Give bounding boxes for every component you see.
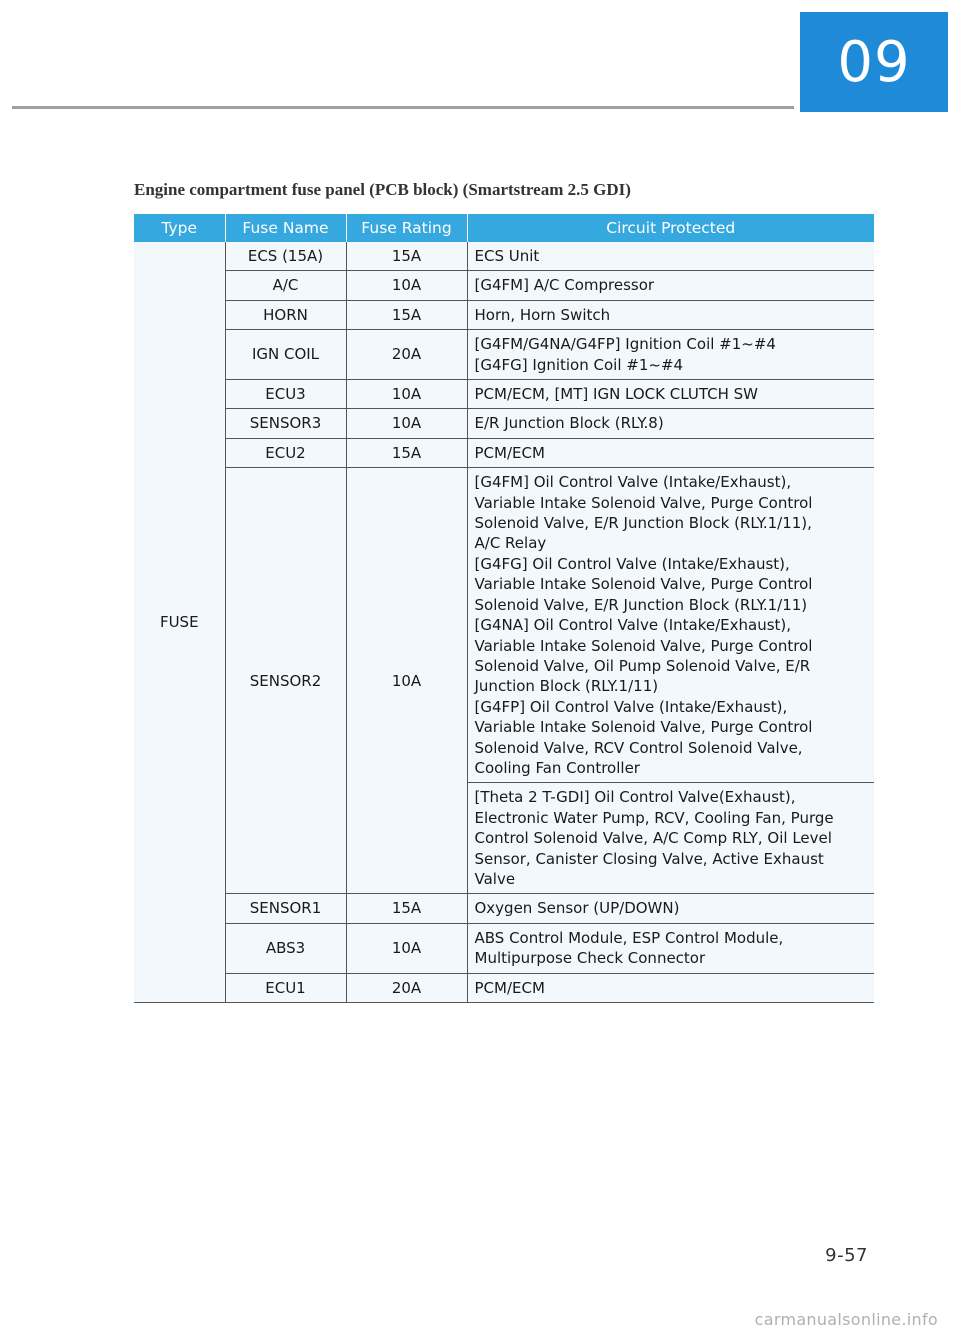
- circuit-line: Valve: [474, 869, 516, 888]
- circuit-line: Control Solenoid Valve, A/C Comp RLY, Oil Level: [474, 829, 832, 848]
- circuit-line: Cooling Fan Controller: [474, 758, 640, 777]
- circuit-protected-cell: [467, 894, 874, 923]
- fuse-name-cell: ECU3: [225, 380, 346, 409]
- circuit-line: Horn, Horn Switch: [474, 305, 611, 324]
- table-row: [134, 438, 874, 467]
- circuit-protected-cell: [467, 409, 874, 438]
- circuit-line: Sensor, Canister Closing Valve, Active Exhaust: [474, 849, 824, 868]
- fuse-rating-cell: 15A: [346, 438, 467, 467]
- circuit-line: PCM/ECM, [MT] IGN LOCK CLUTCH SW: [474, 385, 758, 404]
- circuit-line: [G4FG] Oil Control Valve (Intake/Exhaust),: [474, 554, 790, 573]
- column-header-type: Type: [134, 214, 225, 242]
- table-row: [134, 973, 874, 1002]
- circuit-protected-cell: [467, 300, 874, 329]
- circuit-protected-cell: [467, 438, 874, 467]
- table-row: [134, 330, 874, 380]
- fuse-rating-cell: 15A: [346, 242, 467, 271]
- fuse-name-cell: ECS (15A): [225, 242, 346, 271]
- fuse-rating-cell: 10A: [346, 409, 467, 438]
- fuse-name-cell: HORN: [225, 300, 346, 329]
- circuit-line: Variable Intake Solenoid Valve, Purge Control: [474, 636, 813, 655]
- circuit-line: A/C Relay: [474, 534, 547, 553]
- circuit-protected-cell: [467, 468, 874, 783]
- column-header-fuse-name: Fuse Name: [225, 214, 346, 242]
- table-row: [134, 409, 874, 438]
- circuit-protected-cell: [467, 973, 874, 1002]
- circuit-line: Solenoid Valve, Oil Pump Solenoid Valve, E/R: [474, 656, 811, 675]
- circuit-line: Solenoid Valve, RCV Control Solenoid Valve,: [474, 738, 803, 757]
- table-row: [134, 923, 874, 973]
- circuit-protected-cell: [467, 242, 874, 271]
- fuse-rating-cell: 15A: [346, 300, 467, 329]
- circuit-line: [Theta 2 T-GDI] Oil Control Valve(Exhaust),: [474, 788, 796, 807]
- page-number: 9-57: [825, 1245, 868, 1266]
- circuit-line: Solenoid Valve, E/R Junction Block (RLY.1/11),: [474, 514, 812, 533]
- fuse-name-cell: SENSOR3: [225, 409, 346, 438]
- fuse-rating-cell: 10A: [346, 271, 467, 300]
- table-header-row: [134, 214, 874, 242]
- fuse-rating-cell: 10A: [346, 923, 467, 973]
- fuse-name-cell: ABS3: [225, 923, 346, 973]
- table-row: [134, 380, 874, 409]
- fuse-rating-cell: 20A: [346, 973, 467, 1002]
- fuse-name-cell: SENSOR2: [225, 468, 346, 894]
- circuit-protected-cell: [467, 783, 874, 894]
- column-header-circuit-protected: Circuit Protected: [467, 214, 874, 242]
- chapter-tab: [800, 12, 948, 112]
- circuit-line: Electronic Water Pump, RCV, Cooling Fan, Purge: [474, 808, 834, 827]
- table-body: [134, 242, 874, 1003]
- fuse-name-cell: IGN COIL: [225, 330, 346, 380]
- circuit-protected-cell: [467, 923, 874, 973]
- chapter-number: 09: [837, 29, 911, 95]
- circuit-line: Variable Intake Solenoid Valve, Purge Control: [474, 493, 813, 512]
- watermark: carmanualsonline.info: [754, 1310, 938, 1329]
- fuse-rating-cell: 10A: [346, 380, 467, 409]
- fuse-rating-cell: 15A: [346, 894, 467, 923]
- circuit-line: PCM/ECM: [474, 978, 545, 997]
- circuit-line: [G4NA] Oil Control Valve (Intake/Exhaust),: [474, 616, 792, 635]
- circuit-protected-cell: [467, 330, 874, 380]
- header-rule: [12, 106, 794, 109]
- fuse-rating-cell: 20A: [346, 330, 467, 380]
- table-row: [134, 300, 874, 329]
- fuse-name-cell: ECU2: [225, 438, 346, 467]
- table-row: [134, 894, 874, 923]
- circuit-line: [G4FM/G4NA/G4FP] Ignition Coil #1~#4: [474, 335, 776, 354]
- fuse-name-cell: ECU1: [225, 973, 346, 1002]
- circuit-line: [G4FP] Oil Control Valve (Intake/Exhaust),: [474, 697, 788, 716]
- circuit-line: Junction Block (RLY.1/11): [474, 677, 659, 696]
- section-title: Engine compartment fuse panel (PCB block) (Smartstream 2.5 GDI): [134, 180, 631, 199]
- circuit-line: Multipurpose Check Connector: [474, 949, 706, 968]
- circuit-line: ECS Unit: [474, 247, 540, 265]
- fuse-table: [134, 214, 874, 1003]
- circuit-line: [G4FG] Ignition Coil #1~#4: [474, 355, 684, 374]
- fuse-name-cell: SENSOR1: [225, 894, 346, 923]
- circuit-line: [G4FM] A/C Compressor: [474, 276, 655, 295]
- fuse-rating-cell: 10A: [346, 468, 467, 894]
- circuit-line: Oxygen Sensor (UP/DOWN): [474, 899, 680, 918]
- circuit-line: Variable Intake Solenoid Valve, Purge Control: [474, 575, 813, 594]
- table-row: [134, 271, 874, 300]
- circuit-line: Solenoid Valve, E/R Junction Block (RLY.1/11): [474, 595, 808, 614]
- table-row: [134, 242, 874, 271]
- fuse-name-cell: A/C: [225, 271, 346, 300]
- type-cell: FUSE: [134, 242, 225, 1003]
- table-row: [134, 468, 874, 783]
- circuit-line: PCM/ECM: [474, 443, 545, 462]
- circuit-protected-cell: [467, 380, 874, 409]
- circuit-protected-cell: [467, 271, 874, 300]
- circuit-line: Variable Intake Solenoid Valve, Purge Control: [474, 718, 813, 737]
- circuit-line: [G4FM] Oil Control Valve (Intake/Exhaust),: [474, 473, 792, 492]
- circuit-line: ABS Control Module, ESP Control Module,: [474, 928, 784, 947]
- circuit-line: E/R Junction Block (RLY.8): [474, 414, 664, 433]
- column-header-fuse-rating: Fuse Rating: [346, 214, 467, 242]
